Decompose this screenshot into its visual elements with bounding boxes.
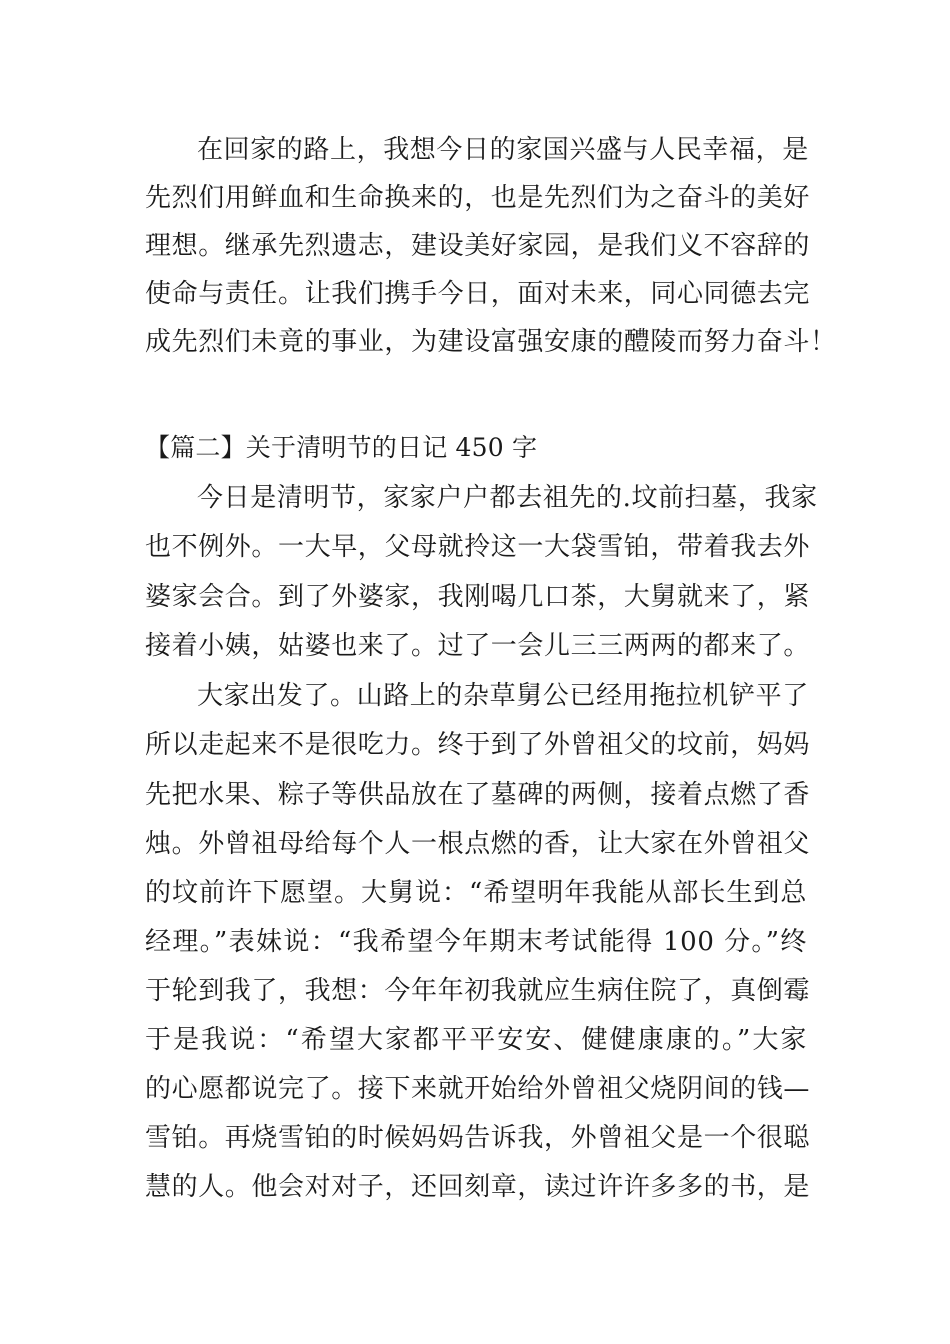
- text-line: 接着小姨，姑婆也来了。过了一会儿三三两两的都来了。: [145, 631, 811, 661]
- text-line: 婆家会合。到了外婆家，我刚喝几口茶，大舅就来了，紧: [145, 582, 811, 612]
- text-line: 先烈们用鲜血和生命换来的，也是先烈们为之奋斗的美好: [145, 183, 811, 213]
- text-line: 在回家的路上，我想今日的家国兴盛与人民幸福，是: [197, 135, 809, 165]
- text-line: 所以走起来不是很吃力。终于到了外曾祖父的坟前，妈妈: [145, 730, 811, 760]
- text-line: 也不例外。一大早，父母就拎这一大袋雪铂，带着我去外: [145, 532, 811, 562]
- text-line: 雪铂。再烧雪铂的时候妈妈告诉我，外曾祖父是一个很聪: [145, 1123, 811, 1153]
- text-line: 成先烈们未竟的事业，为建设富强安康的醴陵而努力奋斗！: [145, 327, 837, 357]
- text-line: 的心愿都说完了。接下来就开始给外曾祖父烧阴间的钱—: [145, 1074, 811, 1104]
- text-line: 烛。外曾祖母给每个人一根点燃的香，让大家在外曾祖父: [145, 829, 811, 859]
- text-line: 先把水果、粽子等供品放在了墓碑的两侧，接着点燃了香: [145, 780, 811, 810]
- text-line: 于是我说：“希望大家都平平安安、健健康康的。”大家: [145, 1025, 807, 1055]
- text-line: 的坟前许下愿望。大舅说：“希望明年我能从部长生到总: [145, 878, 807, 908]
- text-line: 今日是清明节，家家户户都去祖先的.坟前扫墓，我家: [197, 483, 818, 513]
- text-line: 于轮到我了，我想：今年年初我就应生病住院了，真倒霉: [145, 976, 811, 1006]
- text-line: 大家出发了。山路上的杂草舅公已经用拖拉机铲平了: [197, 681, 809, 711]
- text-line: 理想。继承先烈遗志，建设美好家园，是我们义不容辞的: [145, 231, 811, 261]
- text-line: 慧的人。他会对对子，还回刻章，读过许许多多的书，是: [145, 1172, 811, 1202]
- text-line: 使命与责任。让我们携手今日，面对未来，同心同德去完: [145, 279, 811, 309]
- text-line: 经理。”表妹说：“我希望今年期末考试能得 100 分。”终: [145, 927, 807, 957]
- section-heading: 【篇二】关于清明节的日记 450 字: [145, 433, 538, 462]
